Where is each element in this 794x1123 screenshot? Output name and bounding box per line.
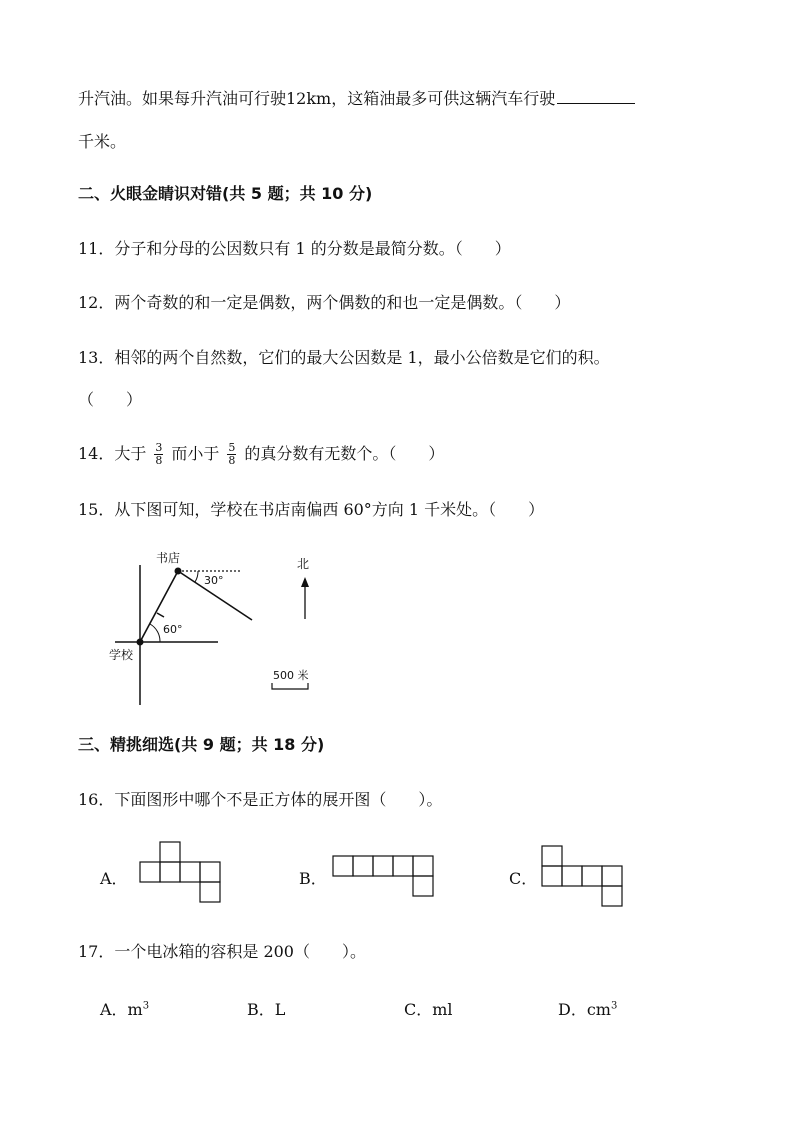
label-scale: 500 米	[273, 669, 309, 682]
label-bookstore: 书店	[156, 551, 181, 565]
q16-option-a-net[interactable]	[139, 841, 221, 903]
question-17: 17．一个电冰箱的容积是 200（ ）。	[78, 942, 366, 961]
q17-option-c[interactable]: C．ml	[404, 1000, 453, 1019]
fraction-5-8: $\frac{5}{8}$	[228, 441, 236, 467]
label-60-degree: 60°	[163, 623, 183, 636]
question-16: 16．下面图形中哪个不是正方体的展开图（ ）。	[78, 790, 443, 809]
bookstore-point	[175, 568, 182, 575]
section2-title: 二、火眼金睛识对错(共 5 题；共 10 分)	[78, 184, 373, 203]
fraction-3-8: $\frac{3}{8}$	[155, 441, 163, 467]
angle-30-arc	[195, 571, 198, 582]
q14-prefix: 14．大于	[78, 444, 147, 463]
question-12: 12．两个奇数的和一定是偶数，两个偶数的和也一定是偶数。（ ）	[78, 293, 571, 312]
angle-60-arc	[150, 624, 160, 642]
q10-continuation-line2: 千米。	[78, 132, 127, 151]
scale-bar	[272, 683, 308, 689]
q10-continuation-line1	[78, 87, 635, 110]
q14-suffix: 的真分数有无数个。（ ）	[244, 444, 445, 463]
direction-figure	[100, 545, 330, 710]
q17-option-a[interactable]: A．$m^3$	[100, 1000, 150, 1019]
label-school: 学校	[109, 648, 134, 662]
q14-middle: 而小于	[171, 444, 220, 463]
q17-option-d[interactable]: D．$cm^3$	[558, 1000, 618, 1019]
question-14	[78, 442, 444, 467]
q16-option-c-label[interactable]: C．	[509, 869, 538, 888]
q10-text: 升汽油。如果每升汽油可行驶12km，这箱油最多可供这辆汽车行驶	[78, 89, 556, 108]
section3-title: 三、精挑细选(共 9 题；共 18 分)	[78, 735, 325, 754]
q17-option-b[interactable]: B．L	[247, 1000, 286, 1019]
question-15: 15．从下图可知，学校在书店南偏西 60°方向 1 千米处。（ ）	[78, 500, 545, 519]
label-north: 北	[297, 557, 310, 571]
label-30-degree: 30°	[204, 574, 224, 587]
q16-option-a-label[interactable]: A．	[100, 869, 128, 888]
question-13: 13．相邻的两个自然数，它们的最大公因数是 1，最小公倍数是它们的积。	[78, 348, 610, 367]
answer-blank[interactable]	[557, 87, 635, 104]
q16-option-b-label[interactable]: B．	[299, 869, 327, 888]
question-11: 11．分子和分母的公因数只有 1 的分数是最简分数。（ ）	[78, 239, 511, 258]
q16-option-c-net[interactable]	[541, 845, 625, 907]
question-13-paren: （ ）	[78, 390, 143, 409]
scale-tick	[157, 613, 164, 617]
north-arrow-head	[301, 577, 309, 587]
school-point	[137, 639, 144, 646]
q16-option-b-net[interactable]	[332, 855, 434, 897]
